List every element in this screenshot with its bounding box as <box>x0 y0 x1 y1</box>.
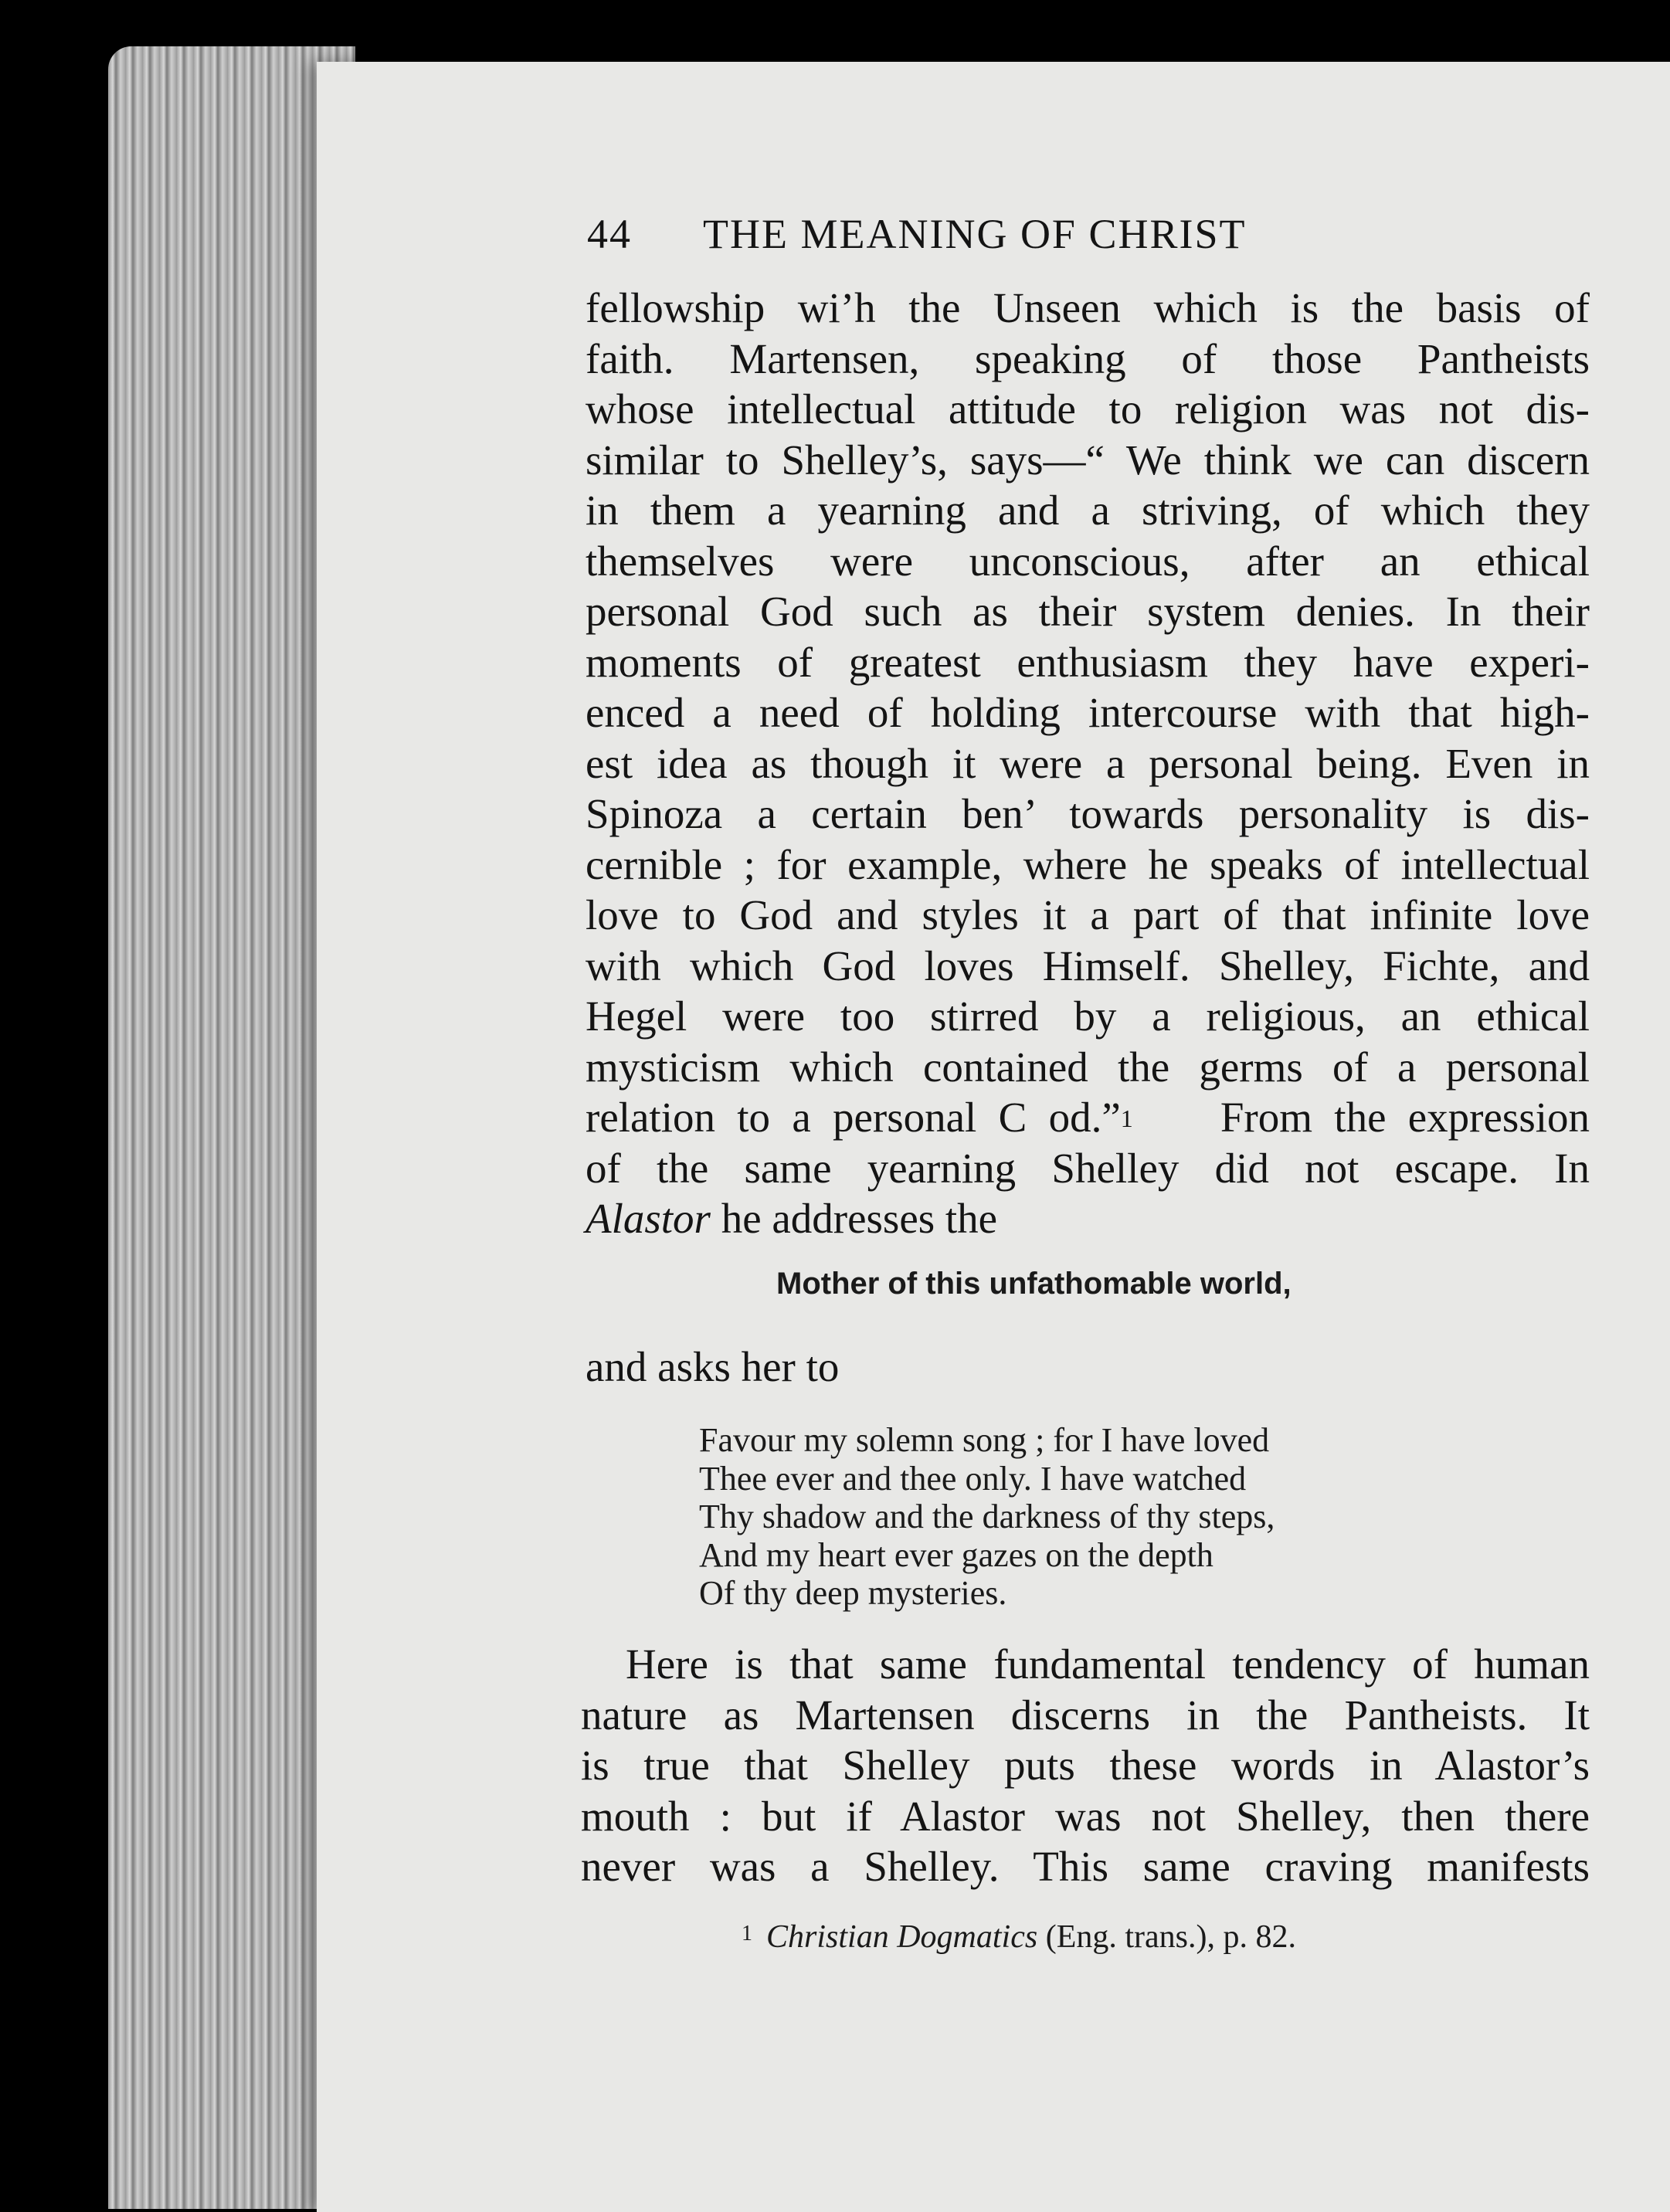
text-line: cernible ; for example, where he speaks of intellectual <box>586 840 1590 888</box>
text-line-asks: and asks her to <box>586 1343 840 1390</box>
text-line: enced a need of holding intercourse with that high- <box>586 689 1590 736</box>
text-line: Here is that same fundamental tendency of human <box>626 1640 1590 1688</box>
relation-end: From the expression <box>1220 1094 1590 1141</box>
text-line: themselves were unconscious, after an ethical <box>586 537 1590 585</box>
text-line: est idea as though it were a personal being. Even in <box>586 739 1590 787</box>
text-line: faith. Martensen, speaking of those Pantheists <box>586 334 1590 382</box>
text-line-alastor <box>586 1193 1590 1244</box>
text-line: never was a Shelley. This same craving manifests <box>581 1843 1590 1890</box>
footnote-reference: 1 <box>1120 1104 1133 1132</box>
text-line: love to God and styles it a part of that infinite love <box>586 891 1590 938</box>
text-line: fellowship wi’h the Unseen which is the basis of <box>586 284 1590 331</box>
text-line: mysticism which contained the germs of a personal <box>586 1043 1590 1091</box>
text-line: nature as Martensen discerns in the Pantheists. It <box>581 1691 1590 1739</box>
running-header <box>587 210 1591 258</box>
running-title: THE MEANING OF CHRIST <box>703 211 1247 257</box>
paragraph-1 <box>586 283 1590 1244</box>
text-line: is true that Shelley puts these words in Alastor’s <box>581 1742 1590 1789</box>
page-number: 44 <box>587 211 632 257</box>
quoted-line: Mother of this unfathomable world, <box>776 1267 1292 1301</box>
alastor-title: Alastor <box>586 1195 711 1242</box>
verse-quotation <box>699 1421 1275 1613</box>
text-line: of the same yearning Shelley did not escape. In <box>586 1144 1590 1192</box>
text-line: with which God loves Himself. Shelley, Fichte, and <box>586 941 1590 989</box>
paragraph-2 <box>581 1639 1590 1892</box>
text-line: moments of greatest enthusiasm they have experi- <box>586 638 1590 686</box>
text-line: Spinoza a certain ben’ towards personality is dis- <box>586 790 1590 837</box>
verse-line: And my heart ever gazes on the depth <box>699 1535 1213 1574</box>
verse-line: Thee ever and thee only. I have watched <box>699 1459 1247 1498</box>
verse-line: Favour my solemn song ; for I have loved <box>699 1421 1270 1459</box>
alastor-rest: he addresses the <box>721 1195 998 1242</box>
verse-line: Thy shadow and the darkness of thy steps, <box>699 1498 1275 1535</box>
text-line: similar to Shelley’s, says—“ We think we can discern <box>586 436 1590 483</box>
footnote-marker: 1 <box>742 1922 752 1946</box>
verse-line: Of thy deep mysteries. <box>699 1574 1007 1612</box>
text-line: Hegel were too stirred by a religious, an ethical <box>586 992 1590 1040</box>
text-line: whose intellectual attitude to religion was not dis- <box>586 385 1590 433</box>
text-line-with-footnote <box>586 1092 1590 1143</box>
relation-start: relation to a personal C od.” <box>586 1094 1121 1141</box>
footnote-rest: (Eng. trans.), p. 82. <box>1045 1919 1296 1955</box>
text-line: in them a yearning and a striving, of which they <box>586 487 1590 534</box>
text-line: personal God such as their system denies. In their <box>586 588 1590 635</box>
footnote <box>742 1919 1296 1956</box>
text-line: mouth : but if Alastor was not Shelley, then there <box>581 1792 1590 1840</box>
footnote-title: Christian Dogmatics <box>766 1919 1038 1955</box>
